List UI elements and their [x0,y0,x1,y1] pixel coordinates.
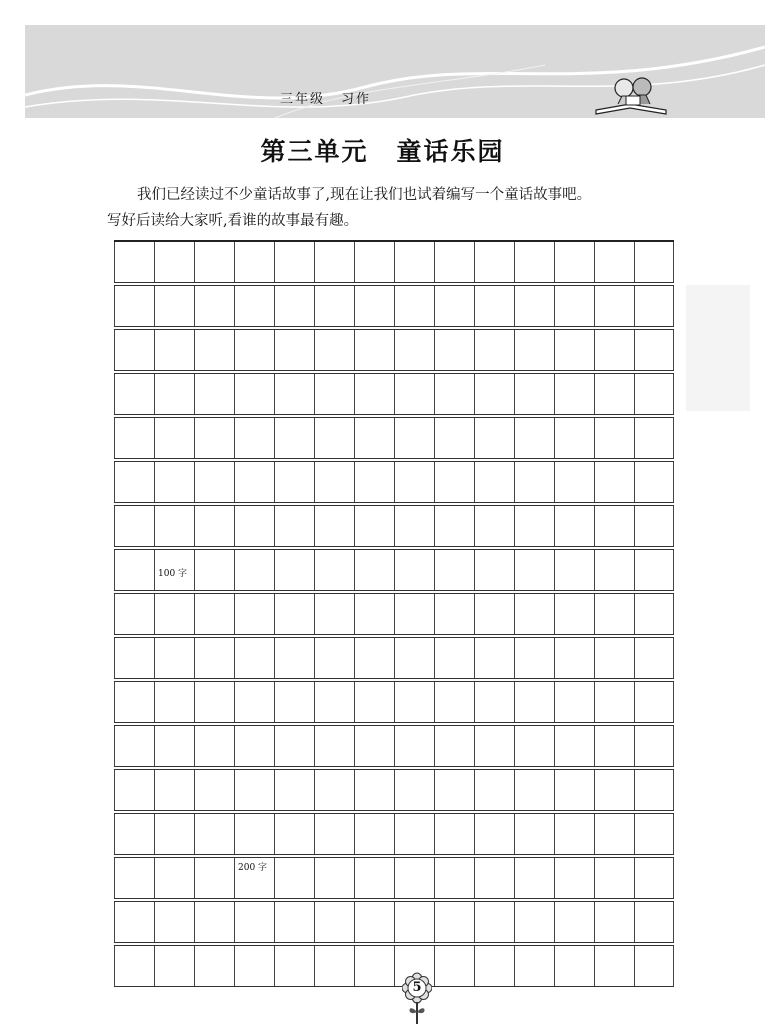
grid-cell[interactable] [194,594,234,634]
grid-cell[interactable] [234,374,274,414]
grid-cell[interactable] [274,242,314,282]
theme-title: 童话乐园 [396,137,505,166]
grid-cell[interactable] [234,506,274,546]
grid-cell[interactable] [634,638,674,678]
grid-cell[interactable] [194,902,234,942]
word-count-mark: 100 字 [158,569,188,579]
grid-cell[interactable] [554,594,594,634]
grid-cell[interactable] [234,330,274,370]
grid-cell[interactable] [434,550,474,590]
grid-cell[interactable] [474,550,514,590]
grid-cell[interactable] [634,462,674,502]
grid-cell[interactable] [274,286,314,326]
grid-cell[interactable] [314,594,354,634]
grid-cell[interactable] [154,374,194,414]
grid-cell[interactable] [354,594,394,634]
grid-cell[interactable] [274,462,314,502]
reading-kids-icon [592,74,672,122]
grid-cell[interactable] [194,726,234,766]
grid-cell[interactable] [274,682,314,722]
grid-cell[interactable] [314,286,354,326]
grid-cell[interactable] [154,726,194,766]
grid-cell[interactable] [114,770,154,810]
grade-label: 三年级 [280,92,326,107]
grid-cell[interactable] [314,858,354,898]
grid-cell[interactable] [594,726,634,766]
grid-cell[interactable] [594,462,634,502]
grid-cell[interactable] [554,902,594,942]
grid-cell[interactable] [474,506,514,546]
grid-cell[interactable] [434,506,474,546]
grid-cell[interactable] [194,550,234,590]
grid-cell[interactable] [594,902,634,942]
grid-cell[interactable] [594,594,634,634]
grid-cell[interactable] [274,902,314,942]
grid-cell[interactable] [194,638,234,678]
grid-cell[interactable] [554,242,594,282]
grid-cell[interactable] [434,858,474,898]
grid-row [114,285,674,327]
grid-cell[interactable] [594,374,634,414]
grid-row [114,637,674,679]
grid-cell[interactable] [114,286,154,326]
grid-row [114,240,674,283]
grid-cell[interactable] [634,946,674,986]
grid-cell[interactable] [274,506,314,546]
grid-cell[interactable] [354,946,394,986]
grid-cell[interactable] [234,550,274,590]
grid-cell[interactable] [314,946,354,986]
page-footer [402,972,432,1024]
grid-cell[interactable] [194,374,234,414]
unit-title: 第三单元 [260,137,369,166]
grid-cell[interactable] [114,594,154,634]
grid-cell[interactable] [234,638,274,678]
grid-cell[interactable] [634,814,674,854]
grid-cell[interactable] [354,374,394,414]
grid-cell[interactable] [234,462,274,502]
grid-cell[interactable] [434,814,474,854]
grid-cell[interactable] [434,902,474,942]
grid-cell[interactable] [434,726,474,766]
grid-cell[interactable] [154,462,194,502]
grid-cell[interactable] [634,506,674,546]
grid-cell[interactable] [394,374,434,414]
grid-cell[interactable] [554,462,594,502]
grid-cell[interactable] [554,682,594,722]
grid-cell[interactable] [234,242,274,282]
grid-cell[interactable] [634,902,674,942]
grid-cell[interactable] [474,726,514,766]
grid-cell[interactable] [354,770,394,810]
grid-cell[interactable] [394,594,434,634]
grid-cell[interactable] [154,858,194,898]
grid-cell[interactable] [354,814,394,854]
grid-cell[interactable] [114,374,154,414]
grid-cell[interactable] [314,550,354,590]
grid-cell[interactable] [234,594,274,634]
grid-cell[interactable] [634,418,674,458]
grid-cell[interactable] [194,770,234,810]
grid-cell[interactable] [474,682,514,722]
grid-cell[interactable] [314,242,354,282]
grid-cell[interactable] [314,814,354,854]
grid-cell[interactable] [634,858,674,898]
grid-cell[interactable] [554,946,594,986]
grid-cell[interactable] [354,638,394,678]
intro-line-1: 我们已经读过不少童话故事了,现在让我们也试着编写一个童话故事吧。 [137,187,592,203]
grid-cell[interactable] [114,638,154,678]
grid-cell[interactable] [314,462,354,502]
grid-cell[interactable] [354,682,394,722]
section-label: 习作 [341,92,372,107]
grid-cell[interactable] [514,330,554,370]
grid-cell[interactable] [154,594,194,634]
grid-cell[interactable] [154,242,194,282]
grid-cell[interactable] [154,902,194,942]
grid-cell[interactable] [514,462,554,502]
grid-cell[interactable] [474,242,514,282]
header-label [280,88,371,107]
grid-cell[interactable] [354,242,394,282]
grid-cell[interactable] [514,418,554,458]
grid-row [114,813,674,855]
grid-cell[interactable] [554,858,594,898]
grid-cell[interactable] [114,946,154,986]
grid-cell[interactable] [594,506,634,546]
grid-cell[interactable] [554,330,594,370]
grid-cell[interactable] [234,814,274,854]
grid-cell[interactable] [274,946,314,986]
grid-cell[interactable] [194,946,234,986]
grid-cell[interactable] [274,330,314,370]
grid-cell[interactable] [634,330,674,370]
grid-cell[interactable] [394,638,434,678]
grid-cell[interactable] [194,858,234,898]
grid-cell[interactable] [154,682,194,722]
side-tab [686,285,750,411]
grid-cell[interactable] [594,550,634,590]
grid-cell[interactable] [234,946,274,986]
grid-cell[interactable] [114,682,154,722]
grid-cell[interactable] [394,682,434,722]
grid-cell[interactable] [194,418,234,458]
grid-cell[interactable] [114,418,154,458]
grid-cell[interactable] [154,946,194,986]
page-title [0,132,765,168]
grid-cell[interactable] [274,726,314,766]
grid-cell[interactable] [434,242,474,282]
grid-row [114,329,674,371]
grid-cell[interactable] [114,814,154,854]
grid-row [114,505,674,547]
page-number: 5 [412,980,422,995]
grid-cell[interactable] [114,858,154,898]
grid-cell[interactable] [634,726,674,766]
grid-cell[interactable] [114,726,154,766]
grid-cell[interactable] [114,506,154,546]
grid-cell[interactable] [554,286,594,326]
grid-cell[interactable] [554,418,594,458]
grid-row [114,549,674,591]
grid-cell[interactable] [514,814,554,854]
grid-cell[interactable] [194,462,234,502]
grid-cell[interactable] [154,638,194,678]
grid-cell[interactable] [594,286,634,326]
grid-cell[interactable] [354,726,394,766]
intro-paragraph [107,182,687,234]
grid-cell[interactable] [474,858,514,898]
grid-cell[interactable] [354,858,394,898]
grid-cell[interactable] [394,286,434,326]
grid-cell[interactable] [394,242,434,282]
grid-cell[interactable] [314,418,354,458]
grid-cell[interactable] [114,330,154,370]
grid-row [114,901,674,943]
grid-cell[interactable] [594,946,634,986]
intro-line-2: 写好后读给大家听,看谁的故事最有趣。 [107,213,359,229]
grid-cell[interactable] [474,770,514,810]
grid-cell[interactable] [514,550,554,590]
grid-row [114,769,674,811]
grid-cell[interactable] [634,374,674,414]
grid-cell[interactable] [154,286,194,326]
grid-cell[interactable] [594,638,634,678]
grid-cell[interactable] [274,814,314,854]
grid-cell[interactable] [594,770,634,810]
grid-cell[interactable] [194,242,234,282]
grid-cell[interactable] [434,682,474,722]
grid-cell[interactable] [394,858,434,898]
grid-cell[interactable] [634,770,674,810]
grid-cell[interactable] [314,374,354,414]
grid-cell[interactable] [154,506,194,546]
grid-cell[interactable] [274,638,314,678]
grid-cell[interactable] [514,594,554,634]
grid-cell[interactable] [474,638,514,678]
grid-cell[interactable] [194,814,234,854]
grid-cell[interactable] [434,638,474,678]
grid-cell[interactable] [354,418,394,458]
word-count-mark: 200 字 [238,863,268,873]
grid-cell[interactable] [394,902,434,942]
grid-cell[interactable] [154,770,194,810]
writing-grid[interactable] [114,240,674,989]
grid-cell[interactable] [554,814,594,854]
grid-cell[interactable] [514,506,554,546]
grid-cell[interactable] [394,550,434,590]
grid-cell[interactable] [154,330,194,370]
grid-cell[interactable] [154,418,194,458]
grid-cell[interactable] [594,330,634,370]
grid-cell[interactable] [114,550,154,590]
grid-cell[interactable] [354,330,394,370]
grid-cell[interactable] [354,286,394,326]
grid-cell[interactable] [514,682,554,722]
grid-cell[interactable] [234,726,274,766]
grid-cell[interactable] [194,682,234,722]
grid-row [114,373,674,415]
grid-row [114,681,674,723]
grid-cell[interactable] [394,330,434,370]
grid-cell[interactable] [554,506,594,546]
grid-cell[interactable] [434,418,474,458]
grid-cell[interactable] [394,726,434,766]
grid-cell[interactable] [234,418,274,458]
grid-cell[interactable] [274,374,314,414]
grid-cell[interactable] [594,858,634,898]
grid-cell[interactable] [554,770,594,810]
grid-cell[interactable] [514,242,554,282]
grid-cell[interactable] [554,374,594,414]
grid-cell[interactable] [354,550,394,590]
grid-cell[interactable] [274,418,314,458]
grid-cell[interactable] [434,946,474,986]
grid-cell[interactable] [274,770,314,810]
grid-cell[interactable] [474,902,514,942]
grid-cell[interactable] [554,638,594,678]
grid-cell[interactable] [434,770,474,810]
grid-cell[interactable] [554,550,594,590]
grid-cell[interactable] [434,374,474,414]
grid-cell[interactable] [514,374,554,414]
grid-cell[interactable] [234,902,274,942]
grid-cell[interactable] [634,682,674,722]
grid-row [114,417,674,459]
grid-row [114,857,674,899]
grid-cell[interactable] [354,462,394,502]
grid-row [114,461,674,503]
grid-cell[interactable] [554,726,594,766]
grid-cell[interactable] [314,638,354,678]
grid-cell[interactable] [114,902,154,942]
grid-cell[interactable] [434,462,474,502]
grid-cell[interactable] [514,770,554,810]
grid-cell[interactable] [434,594,474,634]
grid-cell[interactable] [314,330,354,370]
grid-cell[interactable] [474,594,514,634]
grid-row [114,593,674,635]
grid-cell[interactable] [434,286,474,326]
grid-cell[interactable] [474,330,514,370]
grid-cell[interactable] [634,242,674,282]
grid-cell[interactable] [474,374,514,414]
grid-cell[interactable] [354,902,394,942]
grid-cell[interactable] [514,902,554,942]
grid-row [114,725,674,767]
grid-cell[interactable] [234,286,274,326]
grid-cell[interactable] [154,814,194,854]
grid-cell[interactable] [314,770,354,810]
grid-cell[interactable] [394,418,434,458]
grid-cell[interactable] [274,858,314,898]
grid-cell[interactable] [474,462,514,502]
grid-cell[interactable] [634,550,674,590]
grid-cell[interactable] [394,770,434,810]
grid-cell[interactable] [274,550,314,590]
grid-cell[interactable] [314,506,354,546]
grid-cell[interactable] [114,462,154,502]
grid-cell[interactable] [514,946,554,986]
grid-cell[interactable] [314,682,354,722]
grid-cell[interactable] [234,682,274,722]
grid-cell[interactable] [354,506,394,546]
grid-cell[interactable] [314,902,354,942]
grid-cell[interactable] [514,638,554,678]
grid-cell[interactable] [474,418,514,458]
grid-cell[interactable] [394,814,434,854]
grid-cell[interactable] [514,726,554,766]
grid-cell[interactable] [594,814,634,854]
grid-cell[interactable] [194,506,234,546]
grid-cell[interactable] [594,418,634,458]
grid-cell[interactable] [474,946,514,986]
grid-cell[interactable] [634,286,674,326]
grid-cell[interactable] [514,858,554,898]
grid-cell[interactable] [314,726,354,766]
grid-cell[interactable] [594,682,634,722]
grid-cell[interactable] [274,594,314,634]
grid-cell[interactable] [434,330,474,370]
grid-cell[interactable] [634,594,674,634]
grid-cell[interactable] [194,330,234,370]
grid-cell[interactable] [474,814,514,854]
grid-row [114,945,674,987]
grid-cell[interactable] [114,242,154,282]
grid-cell[interactable] [514,286,554,326]
grid-cell[interactable] [194,286,234,326]
grid-cell[interactable] [594,242,634,282]
grid-cell[interactable] [234,770,274,810]
grid-cell[interactable] [394,462,434,502]
grid-cell[interactable] [394,506,434,546]
grid-cell[interactable] [474,286,514,326]
